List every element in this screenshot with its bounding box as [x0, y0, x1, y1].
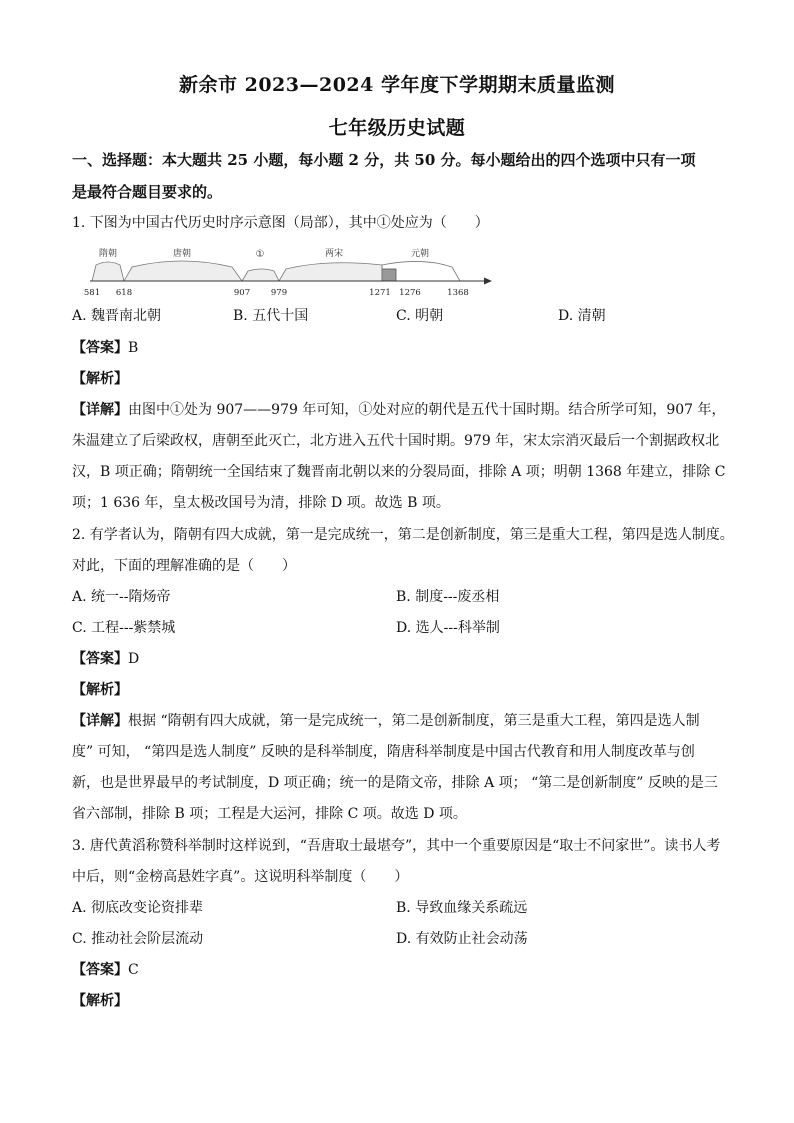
timeline-tang-shape [124, 261, 242, 281]
q2-detail-line-3: 新，也是世界最早的考试制度，D 项正确；统一的是隋文帝，排除 A 项； “第二是创新制度” 反映的是三 [72, 775, 718, 791]
q1-option-c: C. 明朝 [396, 308, 444, 324]
q2-option-c: C. 工程---紫禁城 [72, 620, 176, 636]
q1-answer-value: B [128, 340, 139, 356]
timeline-year-581: 581 [83, 288, 101, 298]
q2-option-a: A. 统一--隋炀帝 [72, 589, 171, 605]
section-instruction-2: 是最符合题目要求的。 [72, 183, 223, 201]
q2-detail-line-4: 省六部制，排除 B 项；工程是大运河，排除 C 项。故选 D 项。 [72, 806, 467, 822]
q3-stem-line-2: 中后，则“金榜高悬姓字真”。这说明科举制度（ ） [72, 869, 409, 885]
q1-detail-label: 【详解】 [72, 402, 128, 418]
timeline-five-dynasties-shape [242, 269, 279, 281]
exam-subtitle: 七年级历史试题 [328, 117, 466, 139]
timeline-label-song: 两宋 [324, 249, 344, 259]
exam-title: 新余市 2023—2024 学年度下学期期末质量监测 [179, 74, 615, 96]
timeline-label-tang: 唐朝 [172, 249, 192, 259]
section-instruction-1: 一、选择题：本大题共 25 小题，每小题 2 分，共 50 分。每小题给出的四个选项中只有一项 [72, 151, 696, 169]
timeline-year-618: 618 [115, 288, 133, 298]
q2-option-d: D. 选人---科举制 [396, 620, 500, 636]
q3-option-c: C. 推动社会阶层流动 [72, 931, 204, 947]
timeline-sui-shape [92, 262, 124, 281]
q2-detail-text-1: 根据 “隋朝有四大成就，第一是完成统一，第二是创新制度，第三是重大工程，第四是选人制 [128, 713, 700, 729]
q1-detail-line-1 [72, 400, 732, 420]
q1-detail-line-3: 汉，B 项正确；隋朝统一全国结束了魏晋南北朝以来的分裂局面，排除 A 项；明朝 1368 年建立，排除 C [72, 464, 726, 480]
q1-analysis-label: 【解析】 [72, 371, 128, 387]
q1-answer [72, 338, 138, 358]
q2-option-b: B. 制度---废丞相 [396, 589, 500, 605]
timeline-year-1276: 1276 [399, 288, 421, 298]
timeline-label-sui: 隋朝 [98, 249, 118, 259]
timeline-year-979: 979 [270, 288, 288, 298]
q1-option-d: D. 清朝 [558, 308, 606, 324]
q3-analysis-label: 【解析】 [72, 993, 128, 1009]
q1-stem: 1. 下图为中国古代历史时序示意图（局部），其中①处应为（ ） [72, 215, 489, 231]
q2-analysis-label: 【解析】 [72, 682, 128, 698]
q3-answer-value: C [128, 962, 139, 978]
q1-detail-text-1: 由图中①处为 907——979 年可知，①处对应的朝代是五代十国时期。结合所学可知，907 年， [128, 402, 726, 418]
q2-detail-line-2: 度” 可知， “第四是选人制度” 反映的是科举制度，隋唐科举制度是中国古代教育和用人制度改革与创 [72, 744, 695, 760]
q3-option-a: A. 彻底改变论资排辈 [72, 900, 204, 916]
timeline-year-907: 907 [233, 288, 251, 298]
timeline-year-1271: 1271 [369, 288, 391, 298]
q1-option-a: A. 魏晋南北朝 [72, 308, 162, 324]
q1-option-b: B. 五代十国 [233, 308, 309, 324]
timeline-label-yuan: 元朝 [410, 249, 430, 259]
q2-detail-line-1 [72, 711, 732, 731]
timeline-year-1368: 1368 [447, 288, 469, 298]
q1-detail-line-2: 朱温建立了后梁政权，唐朝至此灭亡，北方进入五代十国时期。979 年，宋太宗消灭最后一个割据政权北 [72, 433, 720, 449]
q2-answer-label: 【答案】 [72, 651, 128, 667]
q3-answer-label: 【答案】 [72, 962, 128, 978]
q1-answer-label: 【答案】 [72, 340, 128, 356]
q1-timeline-figure [82, 243, 502, 298]
timeline-arrow [484, 278, 492, 285]
q3-stem-line-1: 3. 唐代黄滔称赞科举制时这样说到，“吾唐取士最堪夸”，其中一个重要原因是“取士不问家世”。读书人考 [72, 838, 721, 854]
q2-stem-line-2: 对此，下面的理解准确的是（ ） [72, 558, 296, 574]
q3-option-b: B. 导致血缘关系疏远 [396, 900, 528, 916]
q3-answer [72, 960, 139, 980]
q1-detail-line-4: 项；1 636 年，皇太极改国号为清，排除 D 项。故选 B 项。 [72, 495, 450, 511]
q2-answer [72, 649, 139, 669]
q2-detail-label: 【详解】 [72, 713, 128, 729]
timeline-overlap-shape [382, 269, 396, 281]
q3-option-d: D. 有效防止社会动荡 [396, 931, 528, 947]
q2-answer-value: D [128, 651, 140, 667]
q2-stem-line-1: 2. 有学者认为，隋朝有四大成就，第一是完成统一，第二是创新制度，第三是重大工程，第四是选人制度。 [72, 527, 734, 543]
timeline-song-shape [279, 263, 382, 281]
timeline-label-unknown: ① [255, 249, 265, 260]
